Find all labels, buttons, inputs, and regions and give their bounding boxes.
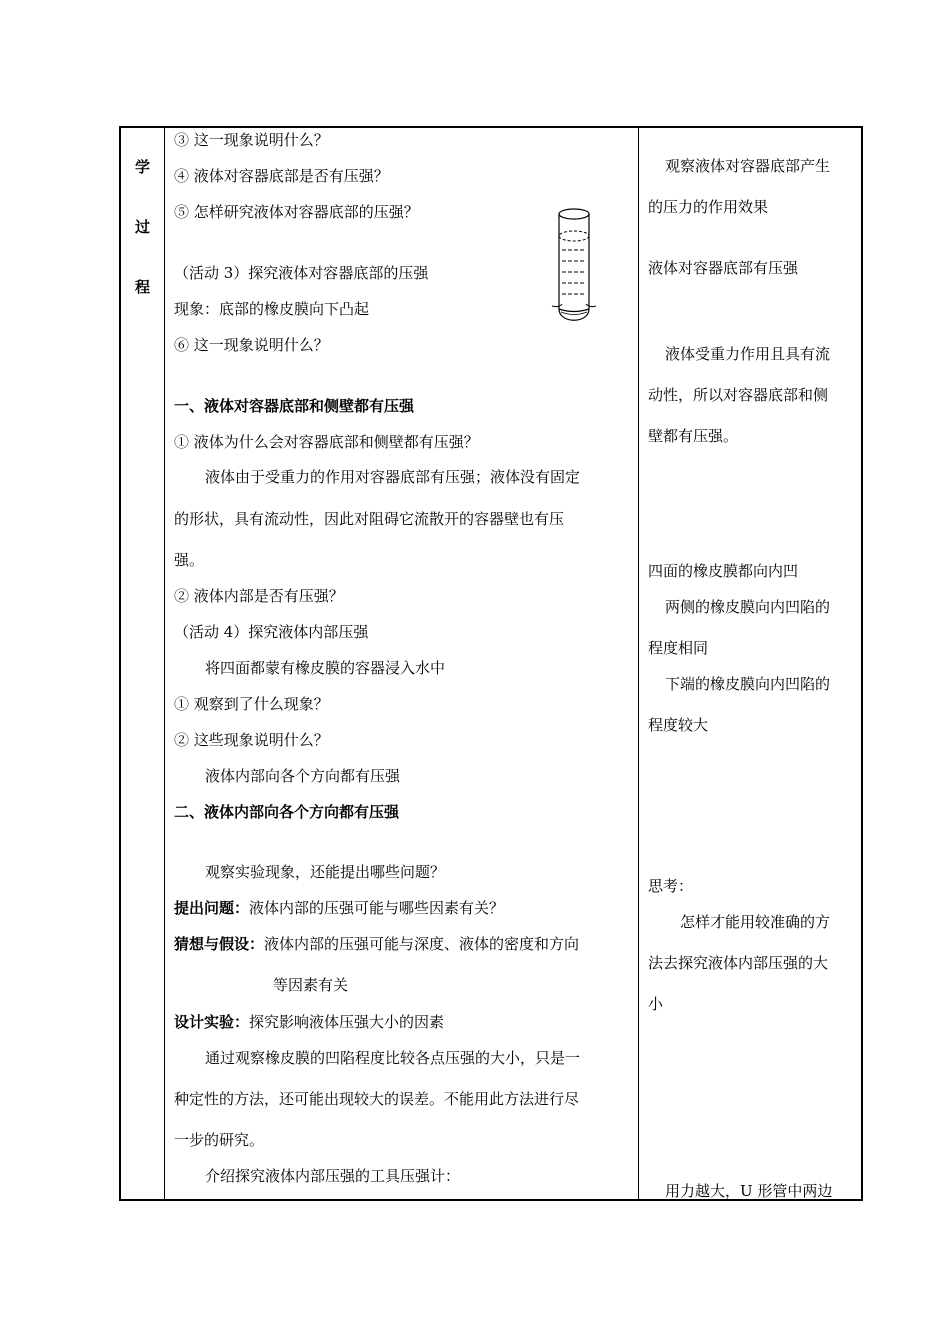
- design-row: [174, 1012, 444, 1032]
- hypothesis-label: 猜想与假设：: [174, 935, 265, 953]
- introduce-gauge: 介绍探究液体内部压强的工具压强计：: [205, 1167, 461, 1185]
- para-1-line-3: 强。: [174, 551, 205, 569]
- activity4: （活动 4）探究液体内部压强: [174, 623, 369, 641]
- observe-more: 观察实验现象，还能提出哪些问题？: [205, 863, 446, 881]
- right-note-3-line-1: 液体受重力作用且具有流: [665, 345, 831, 363]
- hypothesis-row: [174, 934, 579, 954]
- observe-q1: ① 观察到了什么现象？: [174, 695, 329, 713]
- para-2-line-3: 一步的研究。: [174, 1131, 265, 1149]
- ask-question-label: 提出问题：: [174, 899, 250, 917]
- right-note-1-line-2: 的压力的作用效果: [648, 198, 769, 216]
- right-note-3-line-2: 动性，所以对容器底部和侧: [648, 386, 829, 404]
- right-think-line-1: 怎样才能用较准确的方: [680, 913, 831, 931]
- q3: ③ 这一现象说明什么？: [174, 131, 329, 149]
- right-note-5-line-2: 程度相同: [648, 639, 709, 657]
- heading-2: 二、液体内部向各个方向都有压强: [174, 803, 400, 821]
- right-note-4: 四面的橡皮膜都向内凹: [648, 562, 799, 580]
- question-2: ② 液体内部是否有压强？: [174, 587, 344, 605]
- right-note-6-line-1: 下端的橡皮膜向内凹陷的: [665, 675, 831, 693]
- hypothesis-text: 液体内部的压强可能与深度、液体的密度和方向: [264, 935, 580, 953]
- observe-q2: ② 这些现象说明什么？: [174, 731, 329, 749]
- right-think-line-2: 法去探究液体内部压强的大: [648, 954, 829, 972]
- right-note-3-line-3: 壁都有压强。: [648, 427, 739, 445]
- side-label-3: 程: [135, 278, 151, 296]
- right-note-7: 用力越大，U 形管中两边: [665, 1182, 833, 1200]
- q5: ⑤ 怎样研究液体对容器底部的压强？: [174, 203, 419, 221]
- right-think-line-3: 小: [648, 995, 664, 1013]
- hypothesis-text-2: 等因素有关: [273, 976, 349, 994]
- para-2-line-2: 种定性的方法，还可能出现较大的误差。不能用此方法进行尽: [174, 1090, 580, 1108]
- para-2-line-1: 通过观察橡皮膜的凹陷程度比较各点压强的大小，只是一: [205, 1049, 581, 1067]
- activity4-step: 将四面都蒙有橡皮膜的容器浸入水中: [205, 659, 446, 677]
- observe-answer: 液体内部向各个方向都有压强: [205, 767, 401, 785]
- right-think-label: 思考：: [648, 877, 694, 895]
- question-1: ① 液体为什么会对容器底部和侧壁都有压强？: [174, 433, 479, 451]
- heading-1: 一、液体对容器底部和侧壁都有压强: [174, 397, 415, 415]
- phenomenon: 现象：底部的橡皮膜向下凸起: [174, 300, 370, 318]
- column-divider-1: [164, 128, 165, 1199]
- design-label: 设计实验：: [174, 1013, 250, 1031]
- side-label-1: 学: [135, 158, 151, 176]
- right-note-5-line-1: 两侧的橡皮膜向内凹陷的: [665, 598, 831, 616]
- ask-question-row: [174, 898, 504, 918]
- right-note-6-line-2: 程度较大: [648, 716, 709, 734]
- cylinder-illustration: [548, 206, 600, 336]
- q6: ⑥ 这一现象说明什么？: [174, 336, 329, 354]
- para-1-line-2: 的形状，具有流动性，因此对阻碍它流散开的容器壁也有压: [174, 510, 565, 528]
- q4: ④ 液体对容器底部是否有压强？: [174, 167, 389, 185]
- column-divider-2: [638, 128, 639, 1199]
- ask-question-text: 液体内部的压强可能与哪些因素有关？: [249, 899, 505, 917]
- para-1-line-1: 液体由于受重力的作用对容器底部有压强；液体没有固定: [205, 468, 581, 486]
- activity3: （活动 3）探究液体对容器底部的压强: [174, 264, 429, 282]
- right-note-2: 液体对容器底部有压强: [648, 259, 799, 277]
- design-text: 探究影响液体压强大小的因素: [249, 1013, 445, 1031]
- right-note-1-line-1: 观察液体对容器底部产生: [665, 157, 831, 175]
- side-label-2: 过: [135, 218, 151, 236]
